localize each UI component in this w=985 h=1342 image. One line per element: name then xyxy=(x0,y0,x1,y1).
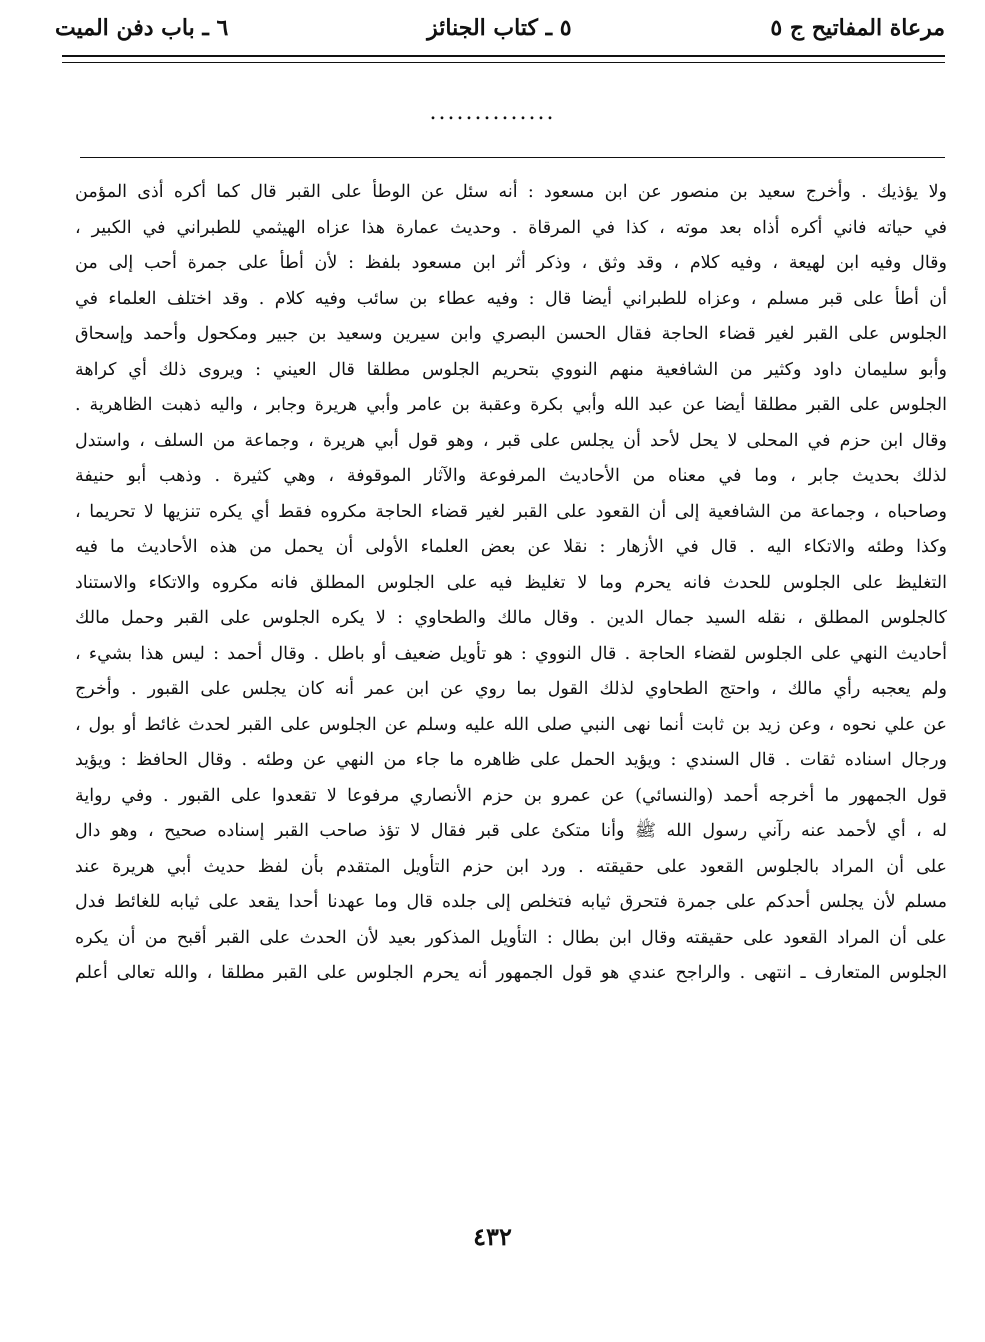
text-line: كالجلوس المطلق ، نقله السيد جمال الدين . وقال مالك والطحاوي : لا يكره الجلوس على القبر وحمل مالك xyxy=(75,608,947,628)
text-line: ورجال اسناده ثقات . قال السندي : ويؤيد الحمل على ظاهره ما جاء من النهي عن وطئه . وقال الحافظ : ويؤيد xyxy=(75,750,947,770)
text-line: عن علي نحوه ، وعن زيد بن ثابت أنما نهى النبي صلى الله عليه وسلم عن الجلوس على القبر لحدث غائط أو بول ، xyxy=(75,714,947,735)
header-rule xyxy=(62,55,945,63)
text-line: وصاحباه ، وجماعة من الشافعية إلى أن القعود على القبر لغير قضاء الحاجة مكروه فقط أي يكره تنزيها لا تحريما ، xyxy=(75,501,947,522)
section-separator: .............. xyxy=(429,100,556,125)
text-line: وقال ابن حزم في المحلى لا يحل لأحد أن يجلس على قبر ، وهو قول أبي هريرة ، وجماعة من السلف ، واستدل xyxy=(75,430,947,451)
header-chapter: ٥ ـ كتاب الجنائز xyxy=(427,15,572,41)
text-line: وكذا وطئه والاتكاء اليه . قال في الأزهار : نقلا عن بعض العلماء الأولى أن يحمل من هذه الأحاديث ما فيه xyxy=(75,537,947,557)
text-line: الجلوس على القبر مطلقا أيضا عن عبد الله وأبي بكرة وعقبة بن عامر وأبي هريرة وجابر ، واليه ذهبت الظاهرية . xyxy=(75,395,947,415)
text-line: أحاديث النهي على الجلوس لقضاء الحاجة . قال النووي : هو تأويل ضعيف أو باطل . وقال أحمد : ليس هذا بشيء ، xyxy=(75,643,947,664)
page-number: ٤٣٢ xyxy=(473,1222,512,1251)
text-line: أن أطأ على قبر مسلم ، وعزاه للطبراني أيضا قال : وفيه عطاء بن سائب وفيه كلام . وقد اختلف العلماء في xyxy=(75,288,947,309)
text-rule xyxy=(80,157,945,158)
text-line: وقال وفيه ابن لهيعة ، وفيه كلام ، وقد وثق ، وذكر أثر ابن مسعود بلفظ : لأن أطأ على جمرة أحب إلى من xyxy=(75,253,947,273)
text-line: ولا يؤذيك . وأخرج سعيد بن منصور عن ابن مسعود : أنه سئل عن الوطأ على القبر قال كما أكره أذى المؤمن xyxy=(75,182,947,202)
text-line: التغليظ على الجلوس للحدث فانه يحرم وما لا تغليظ فيه على الجلوس المطلق فانه مكروه والاتكاء والاستناد xyxy=(75,572,947,593)
text-line: قول الجمهور ما أخرجه أحمد (والنسائي) عن عمرو بن حزم الأنصاري مرفوعا لا تقعدوا على القبور . وفي رواية xyxy=(75,785,947,806)
text-line: الجلوس على القبر لغير قضاء الحاجة فقال الحسن البصري وابن سيرين وسعيد بن جبير ومكحول وأحمد وإسحاق xyxy=(75,324,947,344)
running-header xyxy=(55,8,945,48)
header-book-title: مرعاة المفاتيح ج ٥ xyxy=(770,15,945,41)
body-text xyxy=(75,175,947,992)
header-section: ٦ ـ باب دفن الميت xyxy=(55,15,229,41)
text-line: وأبو سليمان داود وكثير من الشافعية منهم النووي بتحريم الجلوس مطلقا قال العيني : ويروى ذلك أي كراهة xyxy=(75,359,947,380)
text-line: لذلك بحديث جابر ، وما في معناه من الأحاديث المرفوعة والآثار الموقوفة ، وهي كثيرة . وذهب أبو حنيفة xyxy=(75,466,947,486)
text-line: على أن المراد القعود على حقيقته وقال ابن بطال : التأويل المذكور بعيد لأن الحدث على القبر أقبح من أن يكره xyxy=(75,927,947,948)
text-line: له ، أي لأحمد عنه رآني رسول الله ﷺ وأنا متكئ على قبر فقال لا تؤذ صاحب القبر إسناده صحيح ، وهو دال xyxy=(75,821,947,841)
text-line: مسلم لأن يجلس أحدكم على جمرة فتحرق ثيابه فتخلص إلى جلده قال وما عهدنا أحدا يقعد على ثيابه للغائط فدل xyxy=(75,892,947,912)
text-line: على أن المراد بالجلوس القعود على حقيقته . ورد ابن حزم التأويل المتقدم بأن لفظ حديث أبي هريرة عند xyxy=(75,856,947,877)
text-line: في حياته فاني أكره أذاه بعد موته ، كذا في المرقاة . وحديث عمارة هذا عزاه الهيثمي للطبراني في الكبير ، xyxy=(75,217,947,238)
text-line: الجلوس المتعارف ـ انتهى . والراجح عندي هو قول الجمهور أنه يحرم الجلوس على القبر مطلقا ، والله تعالى أعلم xyxy=(75,963,947,983)
text-line: ولم يعجبه رأي مالك ، واحتج الطحاوي لذلك القول بما روي عن ابن عمر أنه كان يجلس على القبور . وأخرج xyxy=(75,679,947,699)
